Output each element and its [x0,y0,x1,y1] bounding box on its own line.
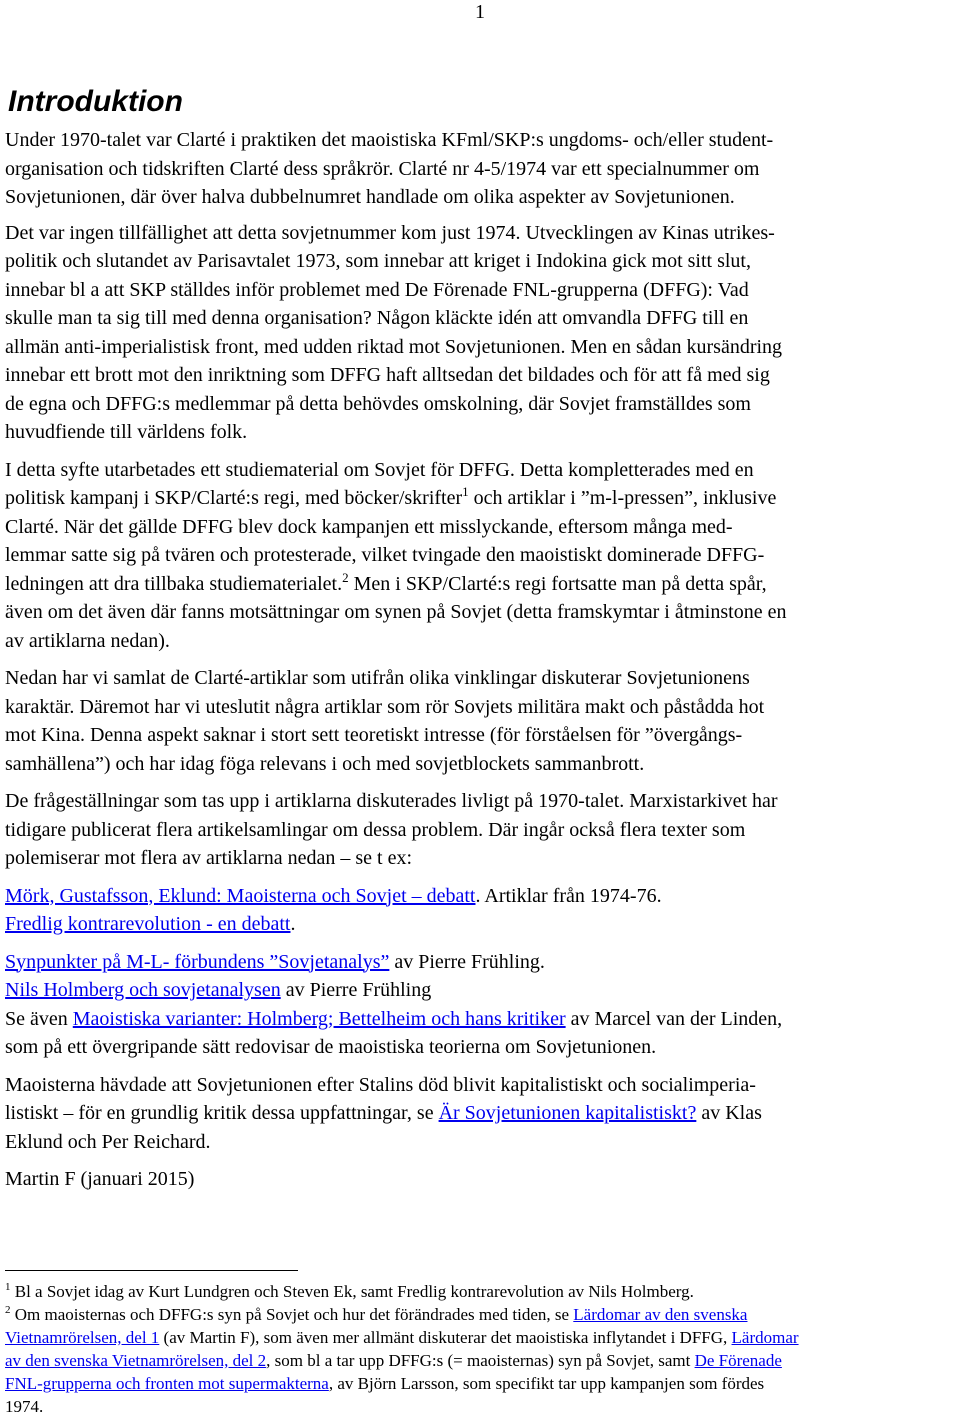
text-line [5,1349,955,1372]
text-line: mot Kina. Denna aspekt saknar i stort sett teoretiskt intresse (för förståelsen för ”övergångs- [5,724,743,746]
text-line: Martin F (januari 2015) [5,1168,195,1190]
link-lardomar-del-1-cont[interactable]: Vietnamrörelsen, del 1 [5,1328,160,1347]
link-fnl-grupperna[interactable]: FNL-grupperna och fronten mot supermakterna [5,1374,329,1393]
footnote-ref-2[interactable]: 2 [342,569,349,585]
text-fragment: . Artiklar från 1974-76. [475,884,662,907]
link-lardomar-del-1[interactable]: Lärdomar av den svenska [573,1305,748,1324]
links-debate [5,882,955,939]
text-line [5,1005,955,1034]
text-line [5,1099,955,1128]
text-fragment: av Pierre Frühling. [389,950,545,973]
text-fragment: ledningen att dra tillbaka studiematerialet. [5,572,343,595]
text-line: Clarté. När det gällde DFFG blev dock kampanjen ett misslyckande, eftersom många med- [5,515,733,538]
paragraph-campaign [5,456,955,656]
text-line: innebar bl a att SKP ställdes inför problemet med De Förenade FNL-grupperna (DFFG): Vad [5,278,749,301]
text-line: I detta syfte utarbetades ett studiematerial om Sovjet för DFFG. Detta kompletterades med en [5,458,754,481]
text-line: tidigare publicerat flera artikelsamlingar om dessa problem. Där ingår också flera texter som [5,818,746,841]
footnote-marker: 1 [5,1281,11,1293]
body-text [5,126,955,1194]
footnotes [5,1280,955,1418]
text-line: lemmar satte sig på tvären och protesterade, vilket tvingade den maoistiskt dominerade DFFG- [5,544,765,566]
text-line: Sovjetunionen, där över halva dubbelnumret handlade om olika aspekter av Sovjetunionen. [5,186,735,208]
paragraph-background [5,219,955,447]
text-line: Eklund och Per Reichard. [5,1130,211,1153]
paragraph-intro [5,126,955,212]
paragraph-collection [5,664,955,778]
text-line [5,1303,955,1326]
text-fragment: av Marcel van der Linden, [565,1007,783,1030]
text-line: de egna och DFFG:s medlemmar på detta behövdes omskolning, där Sovjet framställdes som [5,392,751,415]
text-fragment: och artiklar i ”m-l-pressen”, inklusive [468,487,777,509]
text-line: Det var ingen tillfällighet att detta sovjetnummer kom just 1974. Utvecklingen av Kinas utrikes- [5,221,775,244]
text-line: organisation och tidskriften Clarté dess språkrör. Clarté nr 4-5/1974 var ett specialnummer om [5,157,760,180]
text-line [5,976,955,1005]
link-lardomar-del-2[interactable]: Lärdomar [731,1328,799,1347]
text-fragment: Se även [5,1007,73,1030]
links-analysis [5,948,955,1062]
text-line: som på ett övergripande sätt redovisar de maoistiska teorierna om Sovjetunionen. [5,1036,657,1058]
link-maoistiska-varianter[interactable]: Maoistiska varianter: Holmberg; Bettelheim och hans kritiker [72,1007,566,1030]
text-line: Nedan har vi samlat de Clarté-artiklar som utifrån olika vinklingar diskuterar Sovjetunionens [5,667,750,689]
text-fragment: listiskt – för en grundlig kritik dessa uppfattningar, se [5,1102,439,1124]
text-fragment: (av Martin F), som även mer allmänt diskuterar det maoistiska inflytandet i DFFG, [159,1328,732,1347]
text-line: av artiklarna nedan). [5,629,170,652]
text-fragment: Men i SKP/Clarté:s regi fortsatte man på detta spår, [348,572,767,595]
link-ar-sovjetunionen-kapitalistiskt[interactable]: Är Sovjetunionen kapitalistiskt? [438,1102,697,1124]
text-line: innebar ett brott mot den inriktning som DFFG haft alltsedan det bildades och för att få med sig [5,364,770,386]
text-line: samhällena”) och har idag föga relevans i och med sovjetblockets sammanbrott. [5,752,645,775]
text-line: Maoisterna hävdade att Sovjetunionen efter Stalins död blivit kapitalistiskt och socialimperia- [5,1073,756,1096]
text-fragment: . [290,913,296,935]
link-de-forenade[interactable]: De Förenade [694,1351,782,1370]
signature [5,1165,955,1194]
text-fragment: , som bl a tar upp DFFG:s (= maoisternas) syn på Sovjet, samt [266,1351,695,1370]
text-line: allmän anti-imperialistisk front, med udden riktad mot Sovjetunionen. Men en sådan kursändring [5,335,783,358]
footnote-2 [5,1303,955,1418]
link-lardomar-del-2-cont[interactable]: av den svenska Vietnamrörelsen, del 2 [5,1351,267,1370]
footnote-ref-1[interactable]: 1 [462,484,469,499]
text-line [5,910,955,939]
link-synpunkter[interactable]: Synpunkter på M-L- förbundens ”Sovjetanalys” [5,950,390,973]
link-maoisterna-och-sovjet[interactable]: Mörk, Gustafsson, Eklund: Maoisterna och Sovjet – debatt [5,884,476,907]
text-line [5,1372,955,1395]
text-line [5,570,955,599]
text-line [5,1326,955,1349]
paragraph-questions [5,787,955,873]
text-line: även om det även där fanns motsättningar om synen på Sovjet (detta framskymtar i åtminstone en [5,601,787,623]
text-fragment: politisk kampanj i SKP/Clarté:s regi, med böcker/skrifter [5,487,463,509]
section-heading: Introduktion [8,85,183,118]
text-line: polemiserar mot flera av artiklarna nedan – se t ex: [5,847,413,869]
text-fragment: av Klas [696,1102,762,1124]
text-line: De frågeställningar som tas upp i artiklarna diskuterades livligt på 1970-talet. Marxistarkivet har [5,790,778,812]
link-nils-holmberg[interactable]: Nils Holmberg och sovjetanalysen [5,979,281,1001]
paragraph-critique [5,1071,955,1157]
text-line: Under 1970-talet var Clarté i praktiken det maoistiska KFml/SKP:s ungdoms- och/eller student- [5,129,774,151]
text-line [5,484,955,513]
link-fredlig-kontrarevolution[interactable]: Fredlig kontrarevolution - en debatt [5,913,291,935]
text-fragment: , av Björn Larsson, som specifikt tar upp kampanjen som fördes [328,1374,765,1393]
text-line [5,948,955,977]
text-fragment: Bl a Sovjet idag av Kurt Lundgren och Steven Ek, samt Fredlig kontrarevolution av Nils Holmberg. [10,1282,694,1301]
text-fragment: Om maoisternas och DFFG:s syn på Sovjet och hur det förändrades med tiden, se [10,1305,574,1324]
text-line: 1974. [5,1397,44,1416]
text-line: huvudfiende till världens folk. [5,421,248,443]
text-line: karaktär. Däremot har vi uteslutit några artiklar som rör Sovjets militära makt och påstådda hot [5,695,765,718]
footnote-separator [5,1270,298,1271]
text-fragment: av Pierre Frühling [280,979,432,1001]
text-line: skulle man ta sig till med denna organisation? Någon kläckte idén att omvandla DFFG till en [5,307,749,329]
footnote-marker: 2 [5,1304,11,1316]
footnote-1 [5,1280,955,1303]
text-line: politik och slutandet av Parisavtalet 1973, som innebar att kriget i Indokina gick mot sitt slut, [5,250,751,272]
text-line [5,882,955,911]
page-number: 1 [475,1,485,23]
